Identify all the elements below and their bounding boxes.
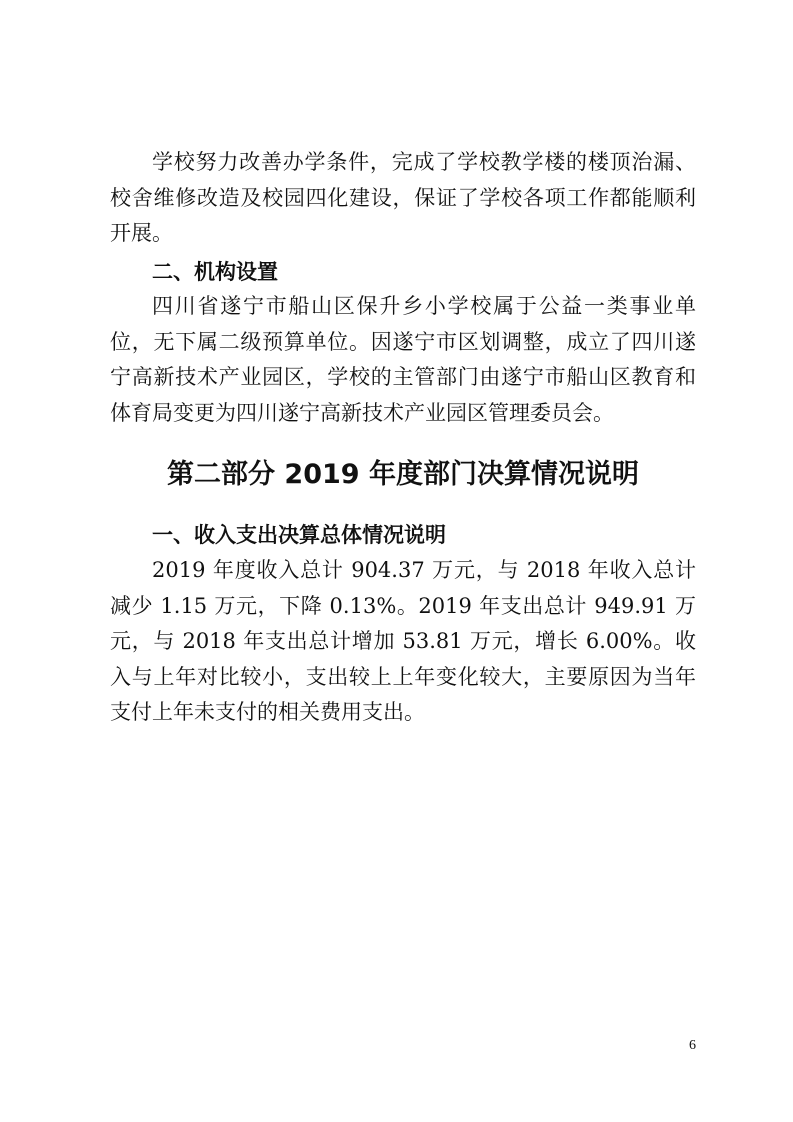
part-title: 第二部分 2019 年度部门决算情况说明	[167, 459, 639, 490]
paragraph-income-expenditure: 2019 年度收入总计 904.37 万元，与 2018 年收入总计减少 1.15 万元，下降 0.13%。2019 年支出总计 949.91 万元，与 2018 年支出总计增加 53.81 万元，增长 6.00%。收入与上年对比较小，支出较上上年变化较大，主要原因为当年支付上年未支付的相关费用支出。	[110, 558, 696, 724]
subsection-heading-income-expenditure: 一、收入支出决算总体情况说明	[152, 523, 446, 547]
section-heading-organization: 二、机构设置	[152, 260, 278, 284]
paragraph-organization: 四川省遂宁市船山区保升乡小学校属于公益一类事业单位，无下属二级预算单位。因遂宁市区划调整，成立了四川遂宁高新技术产业园区，学校的主管部门由遂宁市船山区教育和体育局变更为四川遂宁高新技术产业园区管理委员会。	[110, 294, 696, 425]
paragraph-school-conditions: 学校努力改善办学条件，完成了学校教学楼的楼顶治漏、校舍维修改造及校园四化建设，保证了学校各项工作都能顺利开展。	[110, 150, 696, 245]
page-number: 6	[689, 1038, 696, 1053]
